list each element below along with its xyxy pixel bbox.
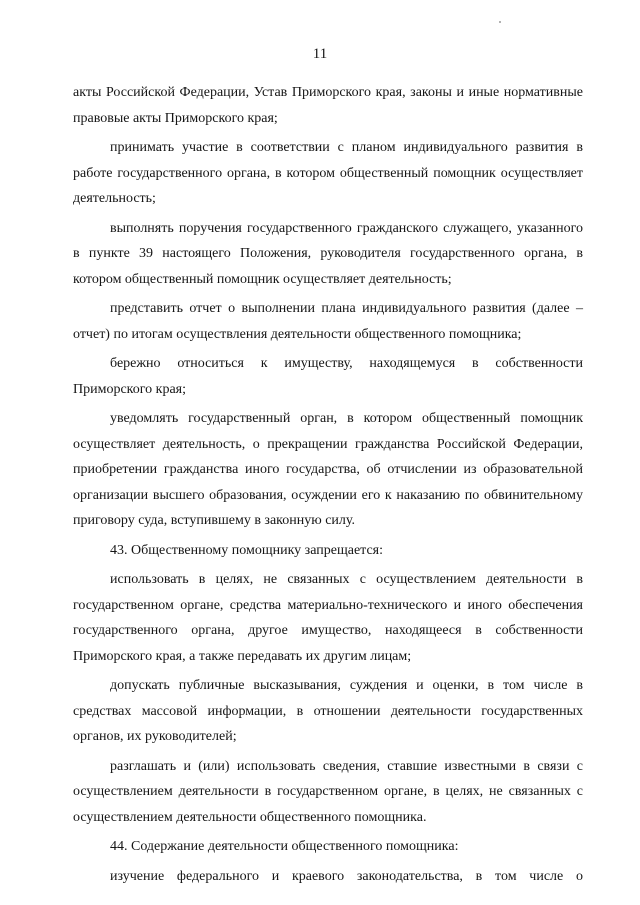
paragraph-execute-orders: выполнять поручения государственного гражданского служащего, указанного в пункте 39 настоящего Положения, руководителя государственного органа, в котором общественный помощник осуществляет деятельность; bbox=[73, 220, 583, 287]
paragraph-prohibit-statements: допускать публичные высказывания, суждения и оценки, в том числе в средствах массовой информации, в отношении деятельности государственных органов, их руководителей; bbox=[73, 678, 583, 744]
paragraph-participate: принимать участие в соответствии с планом индивидуального развития в работе государственного органа, в котором общественный помощник осуществляет деятельность; bbox=[73, 140, 583, 206]
paragraph-property: бережно относиться к имуществу, находящемуся в собственности Приморского края; bbox=[73, 356, 583, 397]
paragraph-continuation: акты Российской Федерации, Устав Приморского края, законы и иные нормативные правовые акты Приморского края; bbox=[73, 85, 583, 126]
page-number: 11 bbox=[312, 46, 328, 62]
paragraph-notify: уведомлять государственный орган, в котором общественный помощник осуществляет деятельность, о прекращении гражданства Российской Федерации, приобретении гражданства иного государства, об отчислении из образовательной организации высшего образования, осуждении его к наказанию по обвинительному приговору суда, вступившему в законную силу. bbox=[73, 411, 583, 528]
paragraph-study-legislation: изучение федерального и краевого законодательства, в том числе о bbox=[110, 868, 583, 884]
paragraph-report: представить отчет о выполнении плана индивидуального развития (далее – отчет) по итогам осуществления деятельности общественного помощника; bbox=[73, 301, 583, 342]
paragraph-prohibit-disclosure: разглашать и (или) использовать сведения, ставшие известными в связи с осуществлением деятельности в государственном органе, в целях, не связанных с осуществлением деятельности общественного помощника. bbox=[73, 758, 583, 825]
section-44-heading: 44. Содержание деятельности общественного помощника: bbox=[110, 839, 459, 854]
section-43-heading: 43. Общественному помощнику запрещается: bbox=[110, 542, 383, 558]
scan-artifact-dot bbox=[499, 21, 501, 23]
paragraph-prohibit-use: использовать в целях, не связанных с осуществлением деятельности в государственном органе, средства материально-технического и иного обеспечения государственного органа, другое имущество, находящееся в собственности Приморского края, а также передавать их другим лицам; bbox=[73, 572, 583, 664]
document-body bbox=[73, 80, 583, 893]
